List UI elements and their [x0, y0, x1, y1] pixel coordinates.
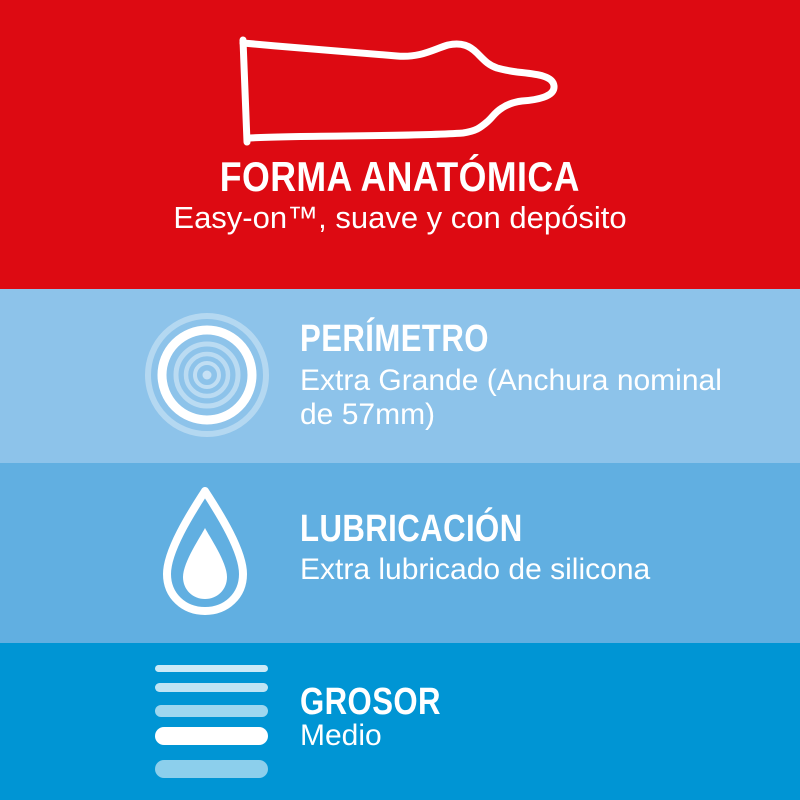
thickness-bar-5: [155, 760, 268, 778]
section-description-lubricacion: Extra lubricado de silicona: [300, 553, 651, 586]
page-title-text: FORMA ANATÓMICA: [219, 153, 580, 200]
thickness-bar-4: [155, 727, 268, 745]
section-perimetro: [0, 289, 800, 463]
section-grosor: [0, 643, 800, 800]
section-title-perimetro: PERÍMETRO: [300, 318, 489, 360]
water-drop-icon: [155, 484, 255, 618]
thickness-bar-2: [155, 683, 268, 692]
condom-outline-icon: [238, 36, 558, 148]
header-section: [0, 0, 800, 289]
concentric-circles-icon: [142, 310, 272, 440]
section-title-grosor: GROSOR: [300, 681, 441, 723]
section-description-perimetro: Extra Grande (Anchura nominal de 57mm): [300, 364, 722, 431]
thickness-bar-3: [155, 705, 268, 717]
thickness-bar-1: [155, 665, 268, 672]
section-title-lubricacion: LUBRICACIÓN: [300, 508, 523, 550]
section-description-grosor: Medio: [300, 719, 382, 752]
page-subtitle: Easy-on™, suave y con depósito: [173, 200, 627, 235]
section-lubricacion: [0, 463, 800, 643]
page-title: [0, 153, 800, 200]
